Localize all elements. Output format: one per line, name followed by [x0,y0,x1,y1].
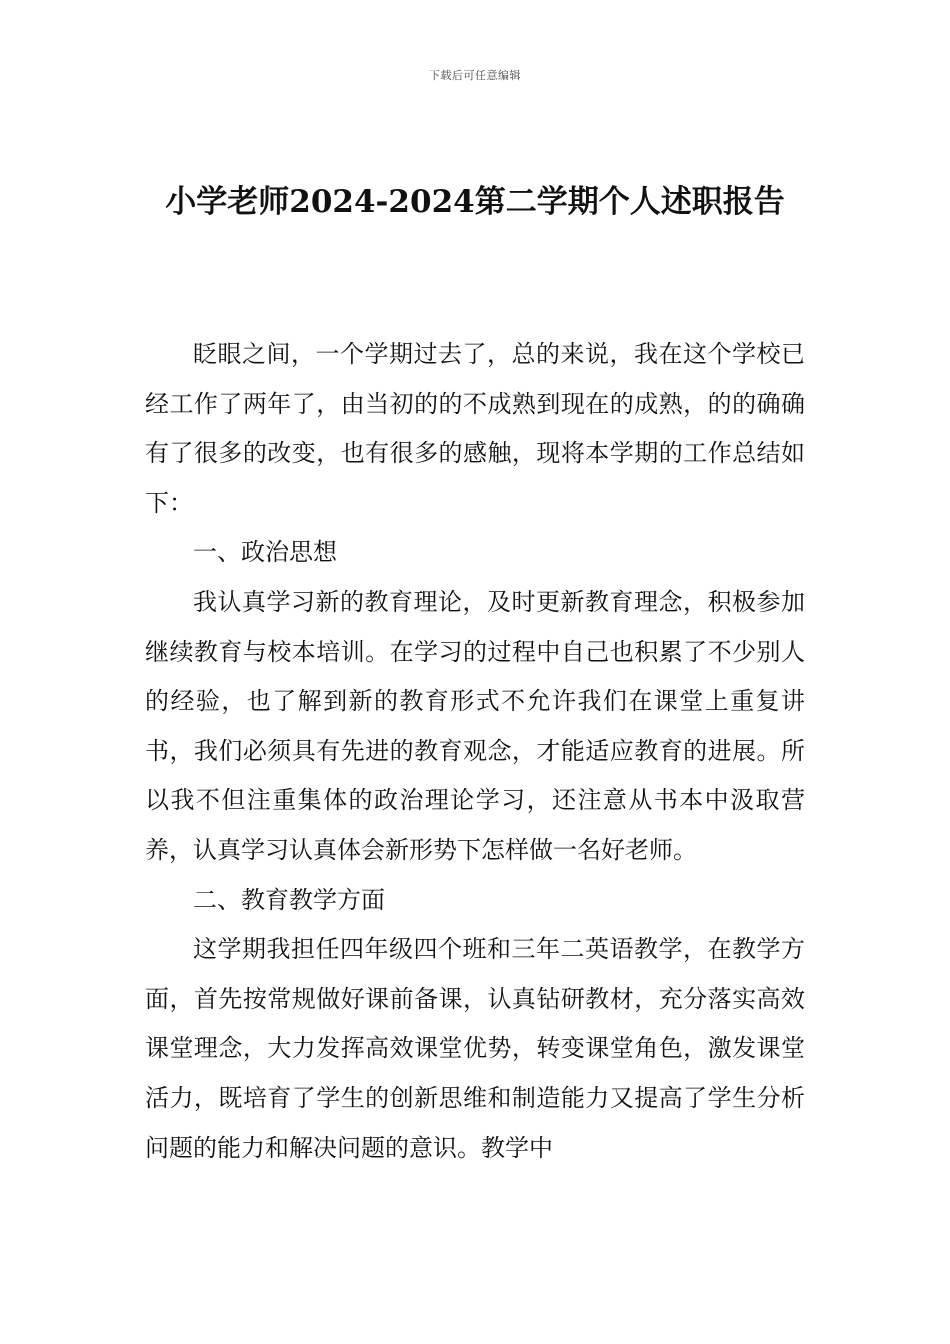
paragraph-intro: 眨眼之间，一个学期过去了，总的来说，我在这个学校已经工作了两年了，由当初的的不成熟到现在的成熟，的的确确有了很多的改变，也有很多的感触，现将本学期的工作总结如下： [145,340,805,517]
header-note: 下载后可任意编辑 [429,69,521,82]
section-heading-teaching: 二、教育教学方面 [193,885,385,914]
paragraph-politics: 我认真学习新的教育理论，及时更新教育理念，积极参加继续教育与校本培训。在学习的过程中自己也积累了不少别人的经验，也了解到新的教育形式不允许我们在课堂上重复讲书，我们必须具有先进的教育观念，才能适应教育的进展。所以我不但注重集体的政治理论学习，还注意从书本中汲取营养，认真学习认真体会新形势下怎样做一名好老师。 [145,587,805,864]
paragraph-teaching: 这学期我担任四年级四个班和三年二英语教学，在教学方面，首先按常规做好课前备课，认真钻研教材，充分落实高效课堂理念，大力发挥高效课堂优势，转变课堂角色，激发课堂活力，既培育了学生的创新思维和制造能力又提高了学生分析问题的能力和解决问题的意识。教学中 [145,935,805,1162]
document-title: 小学老师2024-2024第二学期个人述职报告 [165,184,785,220]
document-body [145,330,805,1173]
section-heading-politics: 一、政治思想 [193,538,337,567]
